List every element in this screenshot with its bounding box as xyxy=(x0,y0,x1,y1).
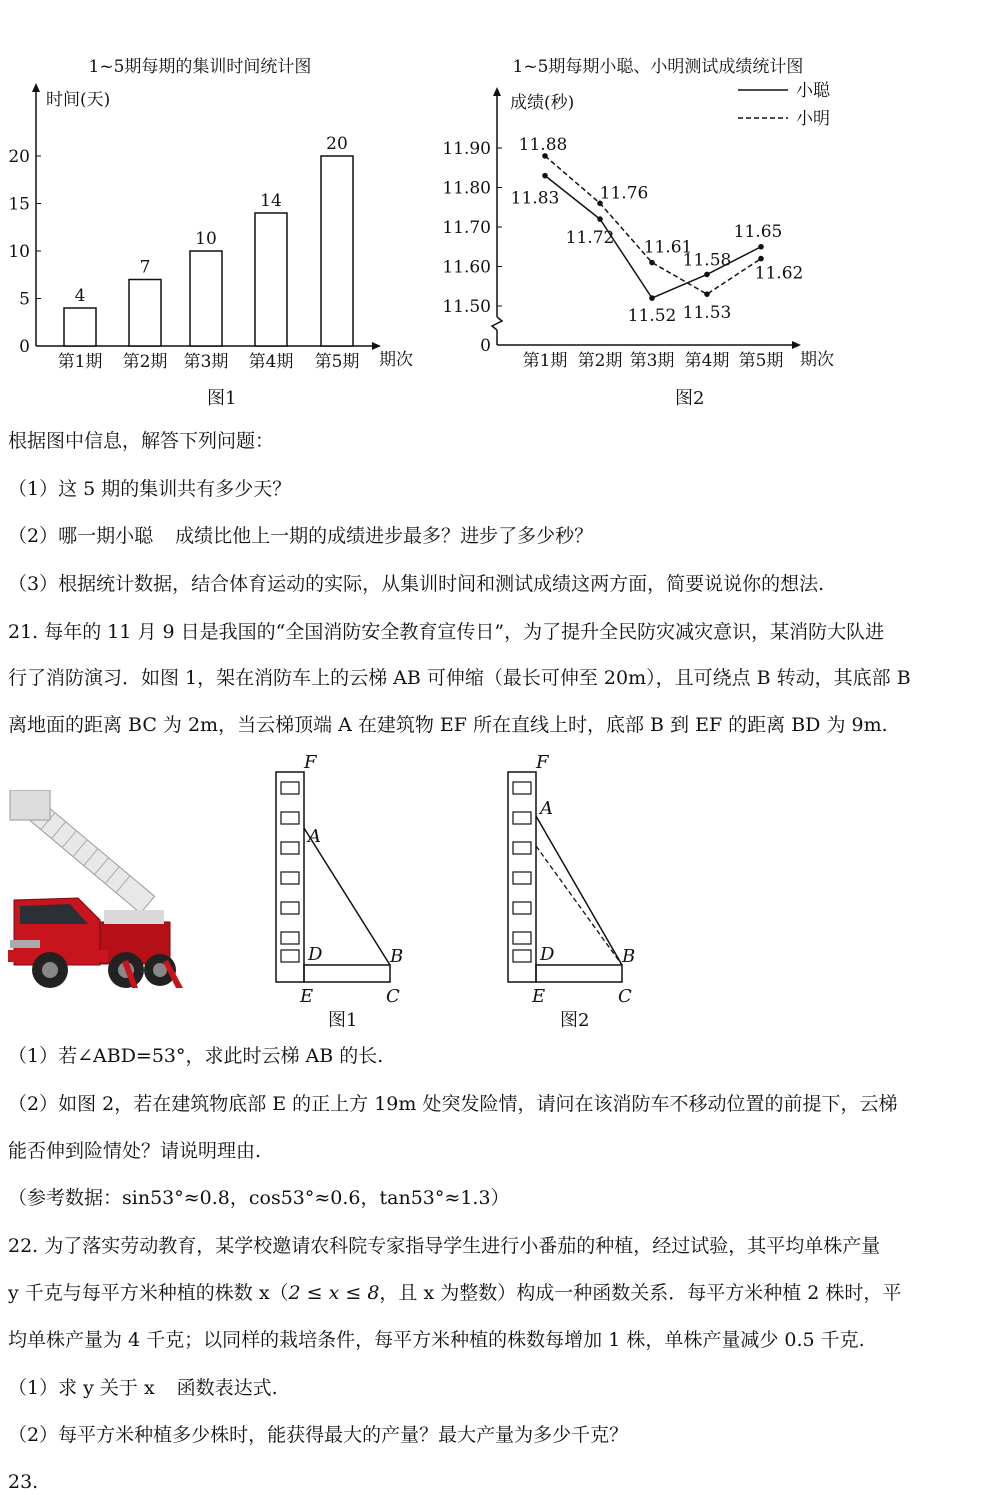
geometry-figure-1 xyxy=(270,750,420,1010)
y-tick-label: 0 xyxy=(19,337,30,357)
q20-sub2 xyxy=(8,524,593,548)
x-axis-arrow xyxy=(792,341,801,349)
y-tick-label: 5 xyxy=(19,289,30,310)
x-tick-label: 第4期 xyxy=(684,351,730,371)
y-tick-label: 11.70 xyxy=(442,218,491,238)
q21-reference-data: （参考数据：sin53°≈0.8，cos53°≈0.6，tan53°≈1.3） xyxy=(8,1187,510,1209)
bar-chart-xlabel: 期次 xyxy=(379,350,413,370)
data-point xyxy=(649,295,655,301)
fire-truck-image xyxy=(8,790,188,1000)
y-tick-label: 11.90 xyxy=(442,139,491,159)
series-line-xiaoming xyxy=(545,156,761,294)
bar-value-label: 20 xyxy=(326,134,348,154)
line-chart xyxy=(440,40,860,410)
label-D-fig2: D xyxy=(540,944,555,965)
x-tick-label: 第3期 xyxy=(629,351,675,371)
q22-sub1-part1: （1）求 y 关于 x xyxy=(8,1377,155,1399)
q22-inequality: 2 ≤ x ≤ 8 xyxy=(288,1282,380,1304)
y-tick-label: 15 xyxy=(8,194,30,215)
axis-break-icon xyxy=(492,317,502,330)
q21-line3: 离地面的距离 BC 为 2m，当云梯顶端 A 在建筑物 EF 所在直线上时，底部 B 到 EF 的距离 BD 为 9m. xyxy=(8,714,888,736)
data-label: 11.53 xyxy=(682,303,732,324)
q21-sub2-line1: （2）如图 2，若在建筑物底部 E 的正上方 19m 处突发险情，请问在该消防车不移动位置的前提下，云梯 xyxy=(8,1093,898,1115)
x-axis-arrow xyxy=(372,342,381,350)
y-tick-label: 11.80 xyxy=(442,178,491,199)
bar xyxy=(255,213,287,346)
bar-value-label: 7 xyxy=(139,257,151,278)
q21-line2: 行了消防演习．如图 1，架在消防车上的云梯 AB 可伸缩（最长可伸至 20m），且可绕点 B 转动，其底部 B xyxy=(8,667,911,689)
q22-line2-part1: y 千克与每平方米种植的株数 x（ xyxy=(8,1282,289,1304)
q22-line2 xyxy=(8,1281,901,1305)
q22-sub1 xyxy=(8,1376,278,1400)
fig1-caption: 图1 xyxy=(207,388,237,409)
label-F-fig2: F xyxy=(536,752,549,773)
bar xyxy=(64,308,96,346)
legend-label-xiaoming: 小明 xyxy=(796,109,830,129)
label-F: F xyxy=(304,752,317,773)
bar-chart-title: 1~5期每期的集训时间统计图 xyxy=(88,57,312,77)
y-axis-arrow xyxy=(493,87,501,96)
data-point xyxy=(542,173,548,179)
q22-line3: 均单株产量为 4 千克；以同样的栽培条件，每平方米种植的株数每增加 1 株，单株产量减少 0.5 千克. xyxy=(8,1329,865,1351)
q20-sub1: （1）这 5 期的集训共有多少天？ xyxy=(8,478,292,500)
y-tick-label: 0 xyxy=(480,336,491,356)
x-tick-label: 第3期 xyxy=(183,352,229,372)
geometry-figure-2 xyxy=(502,750,652,1010)
line-chart-ylabel: 成绩(秒) xyxy=(510,93,575,113)
data-point xyxy=(597,216,603,222)
bar xyxy=(321,156,353,346)
label-B-fig2: B xyxy=(622,946,636,967)
label-C: C xyxy=(386,986,400,1007)
data-label: 11.76 xyxy=(599,183,649,204)
data-label: 11.65 xyxy=(733,221,783,242)
x-tick-label: 第1期 xyxy=(522,351,568,371)
fig2-caption: 图2 xyxy=(675,388,705,409)
label-D: D xyxy=(308,944,323,965)
data-label: 11.61 xyxy=(643,237,693,258)
data-point xyxy=(758,244,764,250)
data-label: 11.58 xyxy=(682,250,732,271)
y-tick-label: 10 xyxy=(8,242,30,262)
bar-value-label: 14 xyxy=(260,191,282,211)
q21-fig1-caption: 图1 xyxy=(328,1010,358,1031)
q20-sub2-part2: 成绩比他上一期的成绩进步最多？进步了多少秒？ xyxy=(175,525,594,547)
label-B: B xyxy=(390,946,404,967)
data-label: 11.83 xyxy=(510,188,560,209)
data-label: 11.62 xyxy=(754,263,804,284)
data-label: 11.72 xyxy=(565,228,615,249)
q22-sub1-part2: 函数表达式. xyxy=(176,1377,278,1399)
q21-sub1: （1）若∠ABD=53°，求此时云梯 AB 的长. xyxy=(8,1045,384,1067)
label-E-fig2: E xyxy=(532,986,546,1007)
q20-intro: 根据图中信息，解答下列问题： xyxy=(8,430,275,452)
y-tick-label: 20 xyxy=(8,147,30,167)
y-tick-label: 11.60 xyxy=(442,257,491,278)
q22-sub2: （2）每平方米种植多少株时，能获得最大的产量？最大产量为多少千克？ xyxy=(8,1424,629,1446)
label-E: E xyxy=(300,986,314,1007)
bar-value-label: 10 xyxy=(195,229,217,249)
line-chart-title: 1~5期每期小聪、小明测试成绩统计图 xyxy=(512,57,804,77)
legend-label-xiaocong: 小聪 xyxy=(796,81,830,101)
bar-chart-ylabel: 时间(天) xyxy=(46,90,111,110)
q22-line2-part3: ，且 x 为整数）构成一种函数关系．每平方米种植 2 株时，平 xyxy=(379,1282,902,1304)
label-A: A xyxy=(308,826,321,847)
y-axis-arrow xyxy=(32,83,40,92)
x-tick-label: 第5期 xyxy=(314,352,360,372)
q20-sub2-part1: （2）哪一期小聪 xyxy=(8,525,154,547)
label-C-fig2: C xyxy=(618,986,632,1007)
x-tick-label: 第2期 xyxy=(122,352,168,372)
data-point xyxy=(704,291,710,297)
bar-chart xyxy=(0,40,440,410)
label-A-fig2: A xyxy=(540,798,553,819)
q20-sub3: （3）根据统计数据，结合体育运动的实际，从集训时间和测试成绩这两方面，简要说说你的想法. xyxy=(8,573,825,595)
data-label: 11.88 xyxy=(518,134,568,155)
q22-line1: 22. 为了落实劳动教育，某学校邀请农科院专家指导学生进行小番茄的种植，经过试验，其平均单株产量 xyxy=(8,1235,881,1257)
data-point xyxy=(649,260,655,266)
data-point xyxy=(758,256,764,262)
x-tick-label: 第1期 xyxy=(57,352,103,372)
q23-label: 23. xyxy=(8,1471,39,1493)
bar xyxy=(129,280,161,347)
q21-sub2-line2: 能否伸到险情处？请说明理由. xyxy=(8,1140,262,1162)
x-tick-label: 第2期 xyxy=(577,351,623,371)
data-point xyxy=(704,272,710,278)
q21-line1: 21. 每年的 11 月 9 日是我国的“全国消防安全教育宣传日”，为了提升全民防灾减灾意识，某消防大队进 xyxy=(8,621,885,643)
x-tick-label: 第5期 xyxy=(738,351,784,371)
bar-value-label: 4 xyxy=(74,286,86,306)
bar xyxy=(190,251,222,346)
y-tick-label: 11.50 xyxy=(442,297,491,317)
line-chart-xlabel: 期次 xyxy=(800,350,834,370)
q21-fig2-caption: 图2 xyxy=(560,1010,590,1031)
x-tick-label: 第4期 xyxy=(248,352,294,372)
data-label: 11.52 xyxy=(627,306,677,327)
